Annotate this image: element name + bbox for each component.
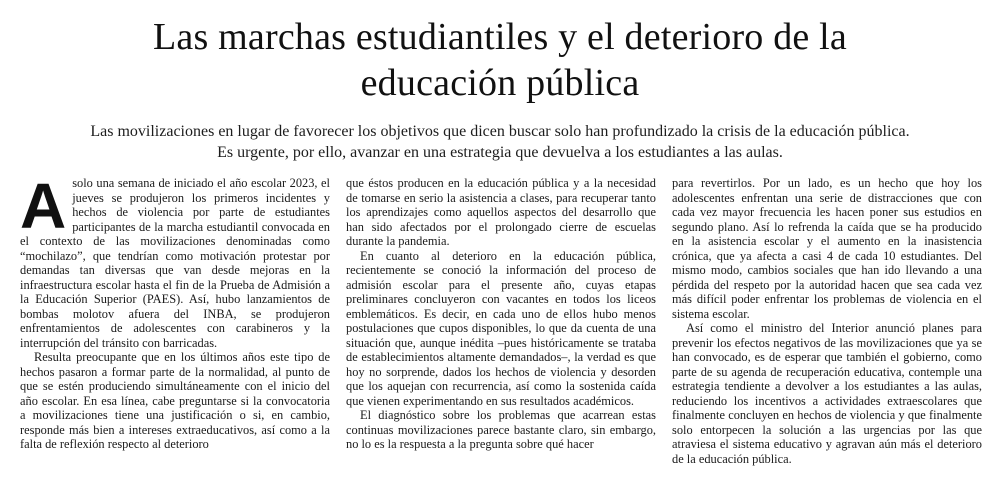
paragraph: que éstos producen en la educación pública y a la necesidad de tomarse en serio la asistencia a clases, para recuperar tanto los aprendizajes como aquellos aspectos del desarrollo que han sido afectados por el prolongado cierre de escuelas durante la pandemia. bbox=[346, 176, 656, 248]
article-body bbox=[20, 176, 984, 488]
paragraph bbox=[20, 176, 330, 350]
paragraph: para revertirlos. Por un lado, es un hecho que hoy los adolescentes enfrentan una serie de distracciones que con cada vez mayor frecuencia les hacen poner sus estudios en segundo plano. Así lo refrenda la caída que se ha producido en la asistencia escolar y el aumento en la inasistencia crónica, que ya afecta a casi 4 de cada 10 estudiantes. Del mismo modo, cambios sociales que han ido llevando a una pérdida del respeto por la autoridad hacen que sea cada vez más difícil poder enfrentar los problemas de violencia en el sistema escolar. bbox=[672, 176, 982, 321]
paragraph: En cuanto al deterioro en la educación pública, recientemente se conoció la información del proceso de admisión escolar para el presente año, cuyas etapas preliminares concluyeron con vacantes en todos los liceos emblemáticos. Es decir, en cada uno de ellos hubo menos postulaciones que cupos disponibles, lo que da cuenta de una situación que, aunque inédita –pues históricamente se trataba de establecimientos altamente demandados–, la verdad es que hoy no sorprende, dados los hechos de violencia y desorden que los aquejan con recurrencia, así como la sostenida caída que vienen experimentando en sus resultados académicos. bbox=[346, 248, 656, 408]
column-3 bbox=[672, 176, 982, 488]
paragraph: Así como el ministro del Interior anunció planes para prevenir los efectos negativos de las movilizaciones que ya se han convocado, es de esperar que también el gobierno, como parte de su agenda de recuperación educativa, contemple una estrategia tendiente a devolver a los estudiantes a las aulas, reduciendo los incentivos a actividades extraescolares que finalmente concluyen en hechos de violencia y que finalmente solo entorpecen la solución a las urgencias por las que atraviesa el sistema educativo y agravan aún más el deterioro de la educación pública. bbox=[672, 321, 982, 466]
headline-line-2: educación pública bbox=[360, 62, 640, 104]
paragraph: Resulta preocupante que en los últimos años este tipo de hechos pasaron a formar parte de la normalidad, al punto de que se estén produciendo simultáneamente con el inicio del año escolar. En esa línea, cabe preguntarse si la convocatoria a movilizaciones tiene una justificación o si, en cambio, responde más bien a intereses extraeducativos, así como a la falta de reflexión respecto al deterioro bbox=[20, 350, 330, 451]
column-2 bbox=[346, 176, 656, 488]
column-1 bbox=[20, 176, 330, 488]
headline bbox=[0, 14, 1000, 106]
headline-line-1: Las marchas estudiantiles y el deterioro de la bbox=[153, 16, 847, 58]
deck-line-1: Las movilizaciones en lugar de favorecer los objetivos que dicen buscar solo han profundizado la crisis de la educación pública. bbox=[90, 123, 910, 140]
paragraph: El diagnóstico sobre los problemas que acarrean estas continuas movilizaciones parece bastante claro, sin embargo, no lo es la respuesta a la pregunta sobre qué hacer bbox=[346, 408, 656, 451]
drop-cap: A bbox=[20, 176, 67, 242]
deck-line-2: Es urgente, por ello, avanzar en una estrategia que devuelva a los estudiantes a las aulas. bbox=[217, 144, 783, 161]
deck bbox=[20, 121, 980, 163]
paragraph-text: solo una semana de iniciado el año escolar 2023, el jueves se produjeron los primeros incidentes y hechos de violencia por parte de estudiantes participantes de la marcha estudiantil convocada en el contexto de las movilizaciones denominadas como “mochilazo”, que tendrían como motivación protestar por demandas tan diversas que van desde mejoras en la infraestructura escolar hasta el fin de la Prueba de Admisión a la Educación Superior (PAES). Así, hubo lanzamientos de bombas molotov afuera del INBA, se produjeron enfrentamientos de adolescentes con carabineros y la interrupción del tránsito con barricadas. bbox=[20, 176, 330, 350]
